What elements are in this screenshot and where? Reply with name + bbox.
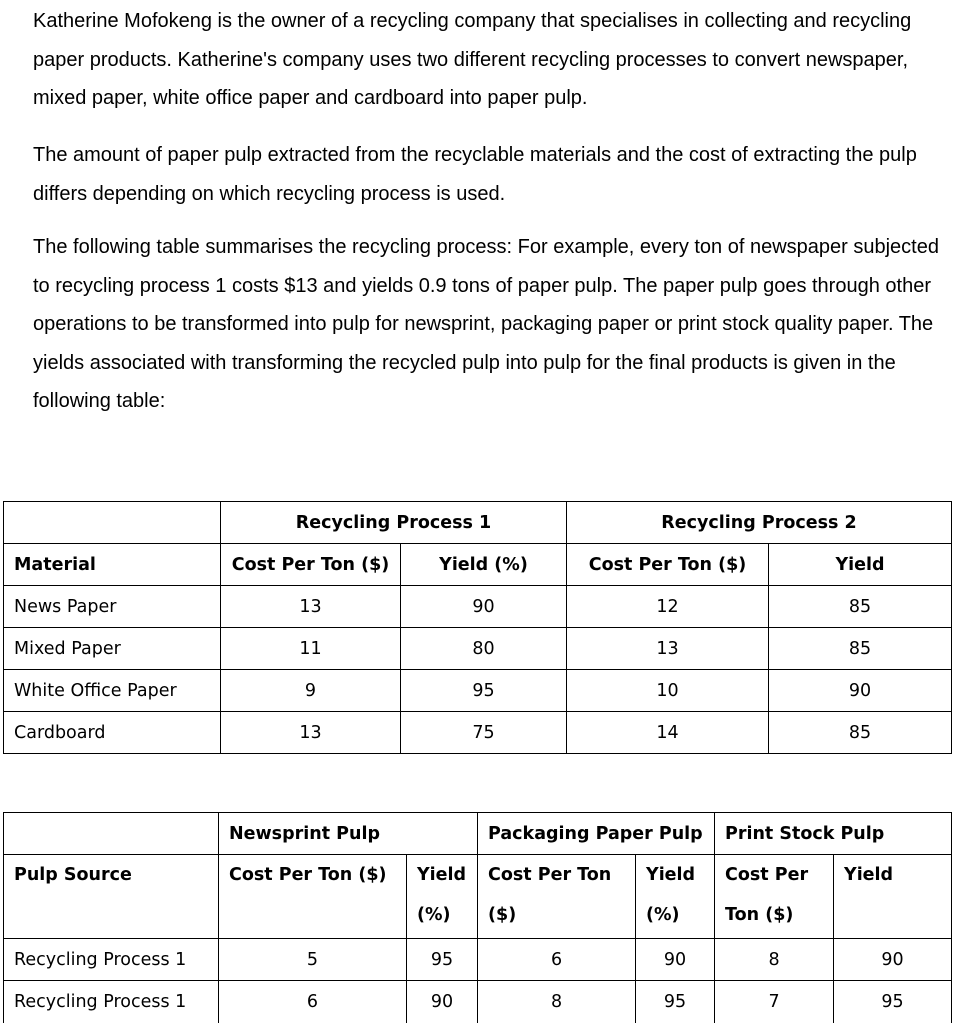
cell-pulp-source: Recycling Process 1 [4, 939, 219, 981]
table-header-row [4, 502, 952, 544]
pulp-difference-paragraph: The amount of paper pulp extracted from the recyclable materials and the cost of extracting the pulp differs depending on which recycling process is used. [33, 144, 917, 205]
cell-pulp-source: Recycling Process 1 [4, 981, 219, 1023]
table-row [4, 670, 952, 712]
recycling-process-table [3, 501, 952, 754]
cell-yield-p2: 90 [769, 670, 952, 712]
cell-yield-packaging: 90 [636, 939, 715, 981]
column-header-yield-print-stock [834, 855, 952, 939]
cell-material: White Office Paper [4, 670, 221, 712]
group-header-process-1: Recycling Process 1 [221, 502, 567, 544]
header-line: Yield [646, 865, 696, 885]
column-header-pulp-source [4, 855, 219, 939]
column-header-cost-p1: Cost Per Ton ($) [221, 544, 401, 586]
cell-yield-p1: 80 [401, 628, 567, 670]
cell-cost-newsprint: 5 [219, 939, 407, 981]
cell-yield-print-stock: 90 [834, 939, 952, 981]
cell-cost-p2: 10 [567, 670, 769, 712]
group-header-packaging: Packaging Paper Pulp [478, 813, 715, 855]
table-header-row [4, 544, 952, 586]
header-line: (%) [417, 905, 451, 925]
table-header-row [4, 813, 952, 855]
cell-yield-newsprint: 95 [407, 939, 478, 981]
group-header-process-2: Recycling Process 2 [567, 502, 952, 544]
cell-yield-print-stock: 95 [834, 981, 952, 1023]
cell-material: Cardboard [4, 712, 221, 754]
column-header-yield-p2: Yield [769, 544, 952, 586]
table-row [4, 586, 952, 628]
header-line: (%) [646, 905, 680, 925]
cell-yield-p1: 75 [401, 712, 567, 754]
cell-yield-p2: 85 [769, 586, 952, 628]
cell-cost-p1: 9 [221, 670, 401, 712]
cell-yield-p2: 85 [769, 712, 952, 754]
table-header-row [4, 855, 952, 939]
header-line: ($) [488, 905, 517, 925]
cell-yield-p1: 95 [401, 670, 567, 712]
column-header-material: Material [4, 544, 221, 586]
column-header-cost-packaging [478, 855, 636, 939]
cell-cost-p2: 14 [567, 712, 769, 754]
header-line: Pulp Source [14, 865, 132, 885]
header-line: Cost Per [725, 865, 809, 885]
group-header-print-stock: Print Stock Pulp [715, 813, 952, 855]
table-description-paragraph: The following table summarises the recycling process: For example, every ton of newspaper subjected to recycling process 1 costs $13 and yields 0.9 tons of paper pulp. The paper pulp goes through other operations to be transformed into pulp for newsprint, packaging paper or print stock quality paper. The yields associated with transforming the recycled pulp into pulp for the final products is given in the following table: [33, 236, 939, 413]
cell-cost-p1: 13 [221, 586, 401, 628]
header-line: Cost Per Ton [488, 865, 612, 885]
group-header-newsprint: Newsprint Pulp [219, 813, 478, 855]
column-header-cost-p2: Cost Per Ton ($) [567, 544, 769, 586]
cell-cost-print-stock: 8 [715, 939, 834, 981]
table-row [4, 628, 952, 670]
table-row [4, 939, 952, 981]
cell-cost-p1: 11 [221, 628, 401, 670]
intro-paragraph: Katherine Mofokeng is the owner of a recycling company that specialises in collecting and recycling paper products. Katherine's company uses two different recycling processes to convert newspaper, mixed paper, white office paper and cardboard into paper pulp. [33, 10, 912, 110]
column-header-yield-packaging [636, 855, 715, 939]
column-header-yield-p1: Yield (%) [401, 544, 567, 586]
cell-cost-p1: 13 [221, 712, 401, 754]
empty-header-cell [4, 813, 219, 855]
column-header-cost-newsprint [219, 855, 407, 939]
cell-cost-print-stock: 7 [715, 981, 834, 1023]
cell-yield-p1: 90 [401, 586, 567, 628]
table-row [4, 981, 952, 1023]
pulp-product-table [3, 812, 952, 1023]
header-line: Yield [844, 865, 894, 885]
cell-material: News Paper [4, 586, 221, 628]
table-row [4, 712, 952, 754]
cell-yield-newsprint: 90 [407, 981, 478, 1023]
cell-cost-newsprint: 6 [219, 981, 407, 1023]
cell-yield-packaging: 95 [636, 981, 715, 1023]
cell-cost-packaging: 8 [478, 981, 636, 1023]
empty-header-cell [4, 502, 221, 544]
cell-cost-p2: 13 [567, 628, 769, 670]
header-line: Ton ($) [725, 905, 794, 925]
header-line: Yield [417, 865, 467, 885]
column-header-cost-print-stock [715, 855, 834, 939]
cell-yield-p2: 85 [769, 628, 952, 670]
cell-material: Mixed Paper [4, 628, 221, 670]
cell-cost-packaging: 6 [478, 939, 636, 981]
column-header-yield-newsprint [407, 855, 478, 939]
cell-cost-p2: 12 [567, 586, 769, 628]
header-line: Cost Per Ton ($) [229, 865, 387, 885]
